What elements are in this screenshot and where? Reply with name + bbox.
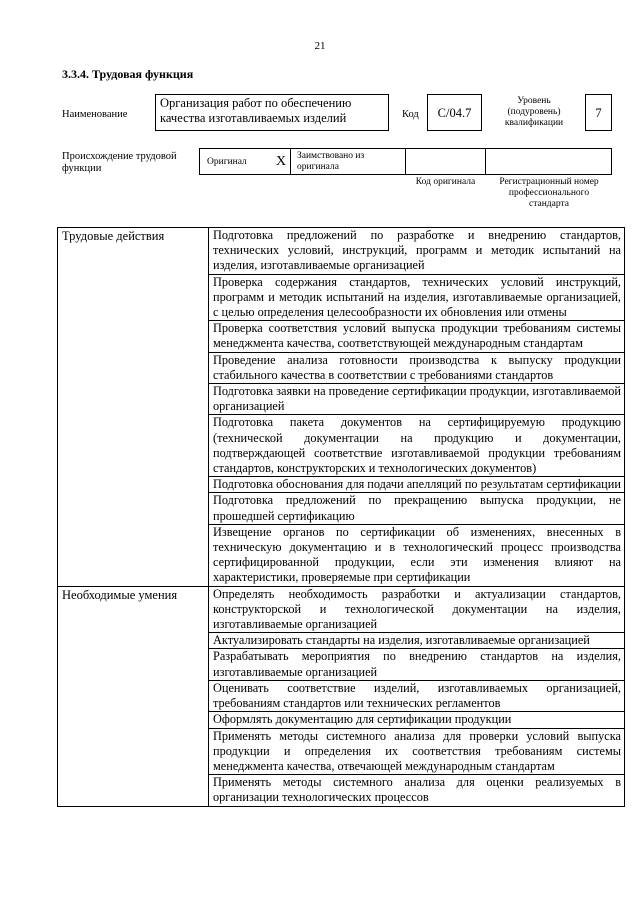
code-label: Код (402, 109, 419, 120)
labor-actions-row (58, 228, 625, 587)
section-title: 3.3.4. Трудовая функция (62, 67, 194, 81)
reg-number-caption: Регистрационный номер профессионального стандарта (499, 177, 599, 209)
borrowed-cell (290, 148, 406, 175)
code-original-cell (405, 148, 486, 175)
list-item: Проведение анализа готовности производства к выпуску продукции стабильного качества в соответствии с требованиями стандартов (209, 353, 624, 384)
name-label: Наименование (62, 109, 128, 120)
origin-label: Происхождение трудовой функции (62, 151, 177, 174)
level-label: Уровень (подуровень) квалификации (504, 96, 564, 128)
list-item: Извещение органов по сертификации об изменениях, внесенных в техническую документацию и в технологический процесс производства сертифицированной продукции, если эти изменения влияют на характеристики, проверяемые при сертификации (213, 524, 621, 585)
list-item: Подготовка обоснования для подачи апелляций по результатам сертификации (209, 477, 624, 493)
list-item: Применять методы системного анализа для оценки реализуемых в организации технологических процессов (213, 775, 621, 805)
list-item: Определять необходимость разработки и актуализации стандартов, конструкторской и технологической документации на изделия, изготавливаемые организацией (209, 587, 624, 634)
list-item: Оценивать соответствие изделий, изготавливаемых организацией, требованиям стандартов или технических регламентов (209, 681, 624, 712)
original-mark: X (276, 154, 287, 169)
list-item: Проверка соответствия условий выпуска продукции требованиям системы менеджмента качества, соответствующей международным стандартам (209, 321, 624, 352)
required-skills-row (58, 586, 625, 806)
code-original-caption: Код оригинала (415, 177, 476, 187)
code-value: С/04.7 (427, 94, 482, 131)
required-skills-title: Необходимые умения (58, 586, 209, 806)
list-item: Подготовка предложений по прекращению выпуска продукции, не прошедшей сертификацию (209, 493, 624, 524)
list-item: Подготовка предложений по разработке и внедрению стандартов, технических условий, инструкций, программ и методик испытаний на изделия, изготавливаемые организацией (209, 228, 624, 275)
borrowed-label: Заимствовано из оригинала (297, 151, 365, 172)
original-cell (199, 148, 291, 175)
level-value: 7 (585, 94, 612, 131)
list-item: Подготовка пакета документов на сертифицируемую продукцию (технической документации на продукцию и документации, подтверждающей соответствие изготавливаемой продукции требованиям стандартов, конструкторских и технологических документов) (209, 415, 624, 477)
function-name-value: Организация работ по обеспечению качества изготавливаемых изделий (155, 94, 389, 131)
labor-actions-title: Трудовые действия (58, 228, 209, 587)
page-number: 21 (314, 40, 326, 52)
original-label: Оригинал (207, 157, 247, 167)
reg-number-cell (485, 148, 612, 175)
list-item: Разрабатывать мероприятия по внедрению стандартов на изделия, изготавливаемые организацией (209, 649, 624, 680)
list-item: Применять методы системного анализа для проверки условий выпуска продукции и определения их соответствия требованиям системы менеджмента качества, отвечающей международным стандартам (209, 729, 624, 776)
list-item: Оформлять документацию для сертификации продукции (209, 712, 624, 728)
list-item: Актуализировать стандарты на изделия, изготавливаемые организацией (209, 633, 624, 649)
list-item: Проверка содержания стандартов, технических условий инструкций, программ и методик испытаний на изделия, изготавливаемые организацией, с целью определения целесообразности их обновления или отмены (209, 275, 624, 322)
labor-function-table (57, 227, 625, 807)
required-skills-list (209, 586, 625, 806)
list-item: Подготовка заявки на проведение сертификации продукции, изготавливаемой организацией (209, 384, 624, 415)
labor-actions-list (209, 228, 625, 587)
